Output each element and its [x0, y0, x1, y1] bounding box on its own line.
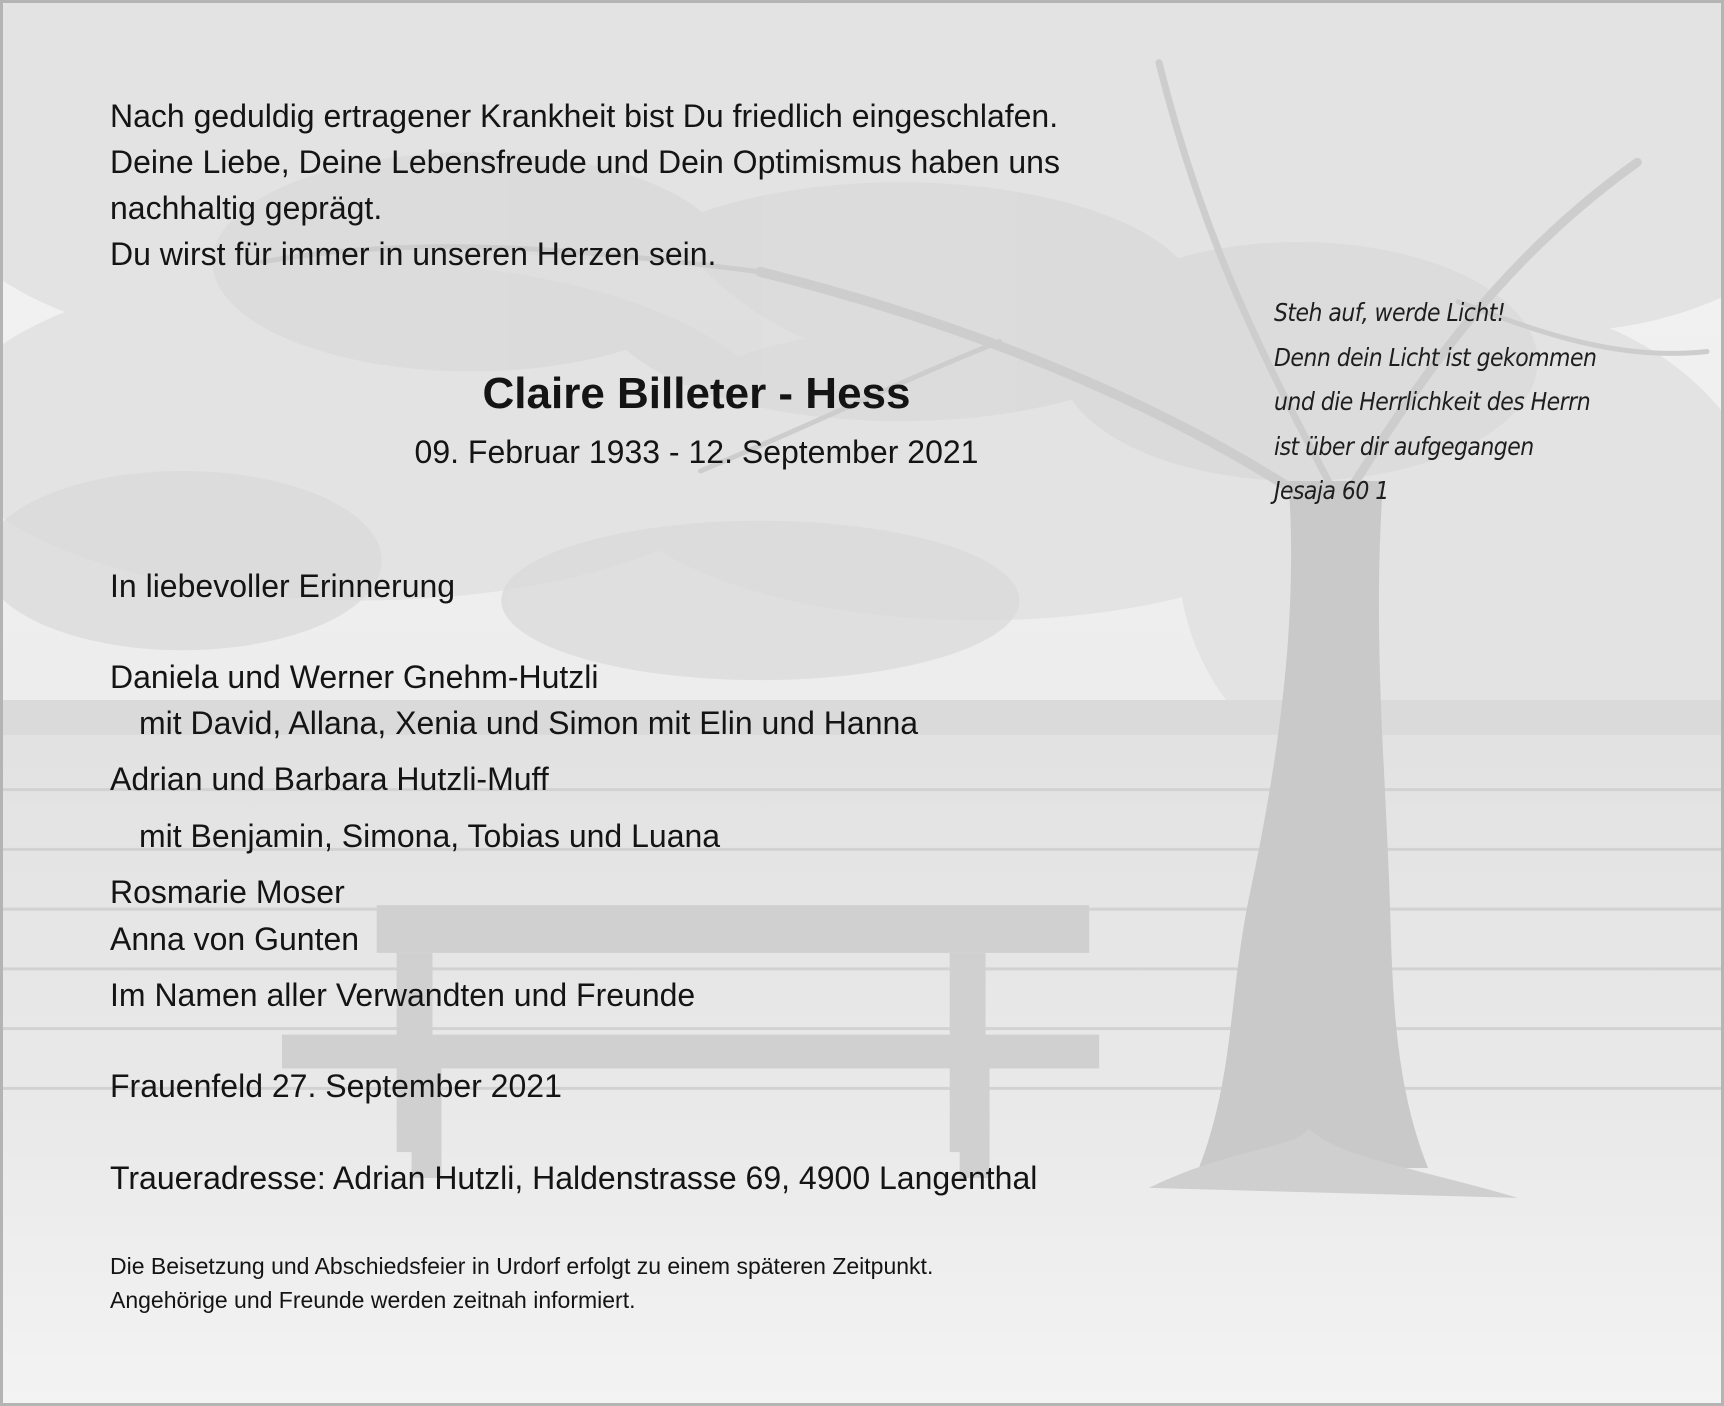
notice-line: Die Beisetzung und Abschiedsfeier in Urdorf erfolgt zu einem späteren Zeitpunkt. [110, 1253, 934, 1279]
verse-line: Steh auf, werde Licht! [1274, 298, 1506, 327]
life-dates: 09. Februar 1933 - 12. September 2021 [414, 434, 979, 470]
memory-heading: In liebevoller Erinnerung [110, 568, 456, 604]
mourner-family: Adrian und Barbara Hutzli-Muff [110, 761, 549, 797]
mourner-relatives: Im Namen aller Verwandten und Freunde [110, 977, 696, 1013]
verse-line: Denn dein Licht ist gekommen [1274, 342, 1597, 372]
funeral-notice [110, 1249, 933, 1317]
intro-line: Nach geduldig ertragener Krankheit bist Du friedlich eingeschlafen. [110, 98, 1059, 134]
intro-line: Deine Liebe, Deine Lebensfreude und Dein Optimismus haben uns [110, 144, 1060, 180]
mourner-name: Rosmarie Moser [110, 874, 345, 910]
place-date: Frauenfeld 27. September 2021 [110, 1068, 562, 1104]
verse-reference: Jesaja 60 1 [1274, 476, 1389, 505]
mourner-children: mit Benjamin, Simona, Tobias und Luana [139, 818, 721, 854]
verse-line: ist über dir aufgegangen [1274, 431, 1534, 461]
intro-line: Du wirst für immer in unseren Herzen sein. [110, 236, 717, 272]
verse-line: und die Herrlichkeit des Herrn [1274, 387, 1591, 416]
mourning-address: Traueradresse: Adrian Hutzli, Haldenstrasse 69, 4900 Langenthal [110, 1160, 1038, 1196]
deceased-name: Claire Billeter - Hess [482, 369, 911, 418]
mourner-children: mit David, Allana, Xenia und Simon mit Elin und Hanna [139, 705, 919, 741]
intro-line: nachhaltig geprägt. [110, 190, 383, 226]
text-layer [3, 3, 1721, 1403]
intro-paragraph [110, 93, 1060, 277]
notice-line: Angehörige und Freunde werden zeitnah informiert. [110, 1287, 636, 1313]
mourner-family: Daniela und Werner Gnehm-Hutzli [110, 659, 599, 695]
mourner-name: Anna von Gunten [110, 921, 360, 957]
